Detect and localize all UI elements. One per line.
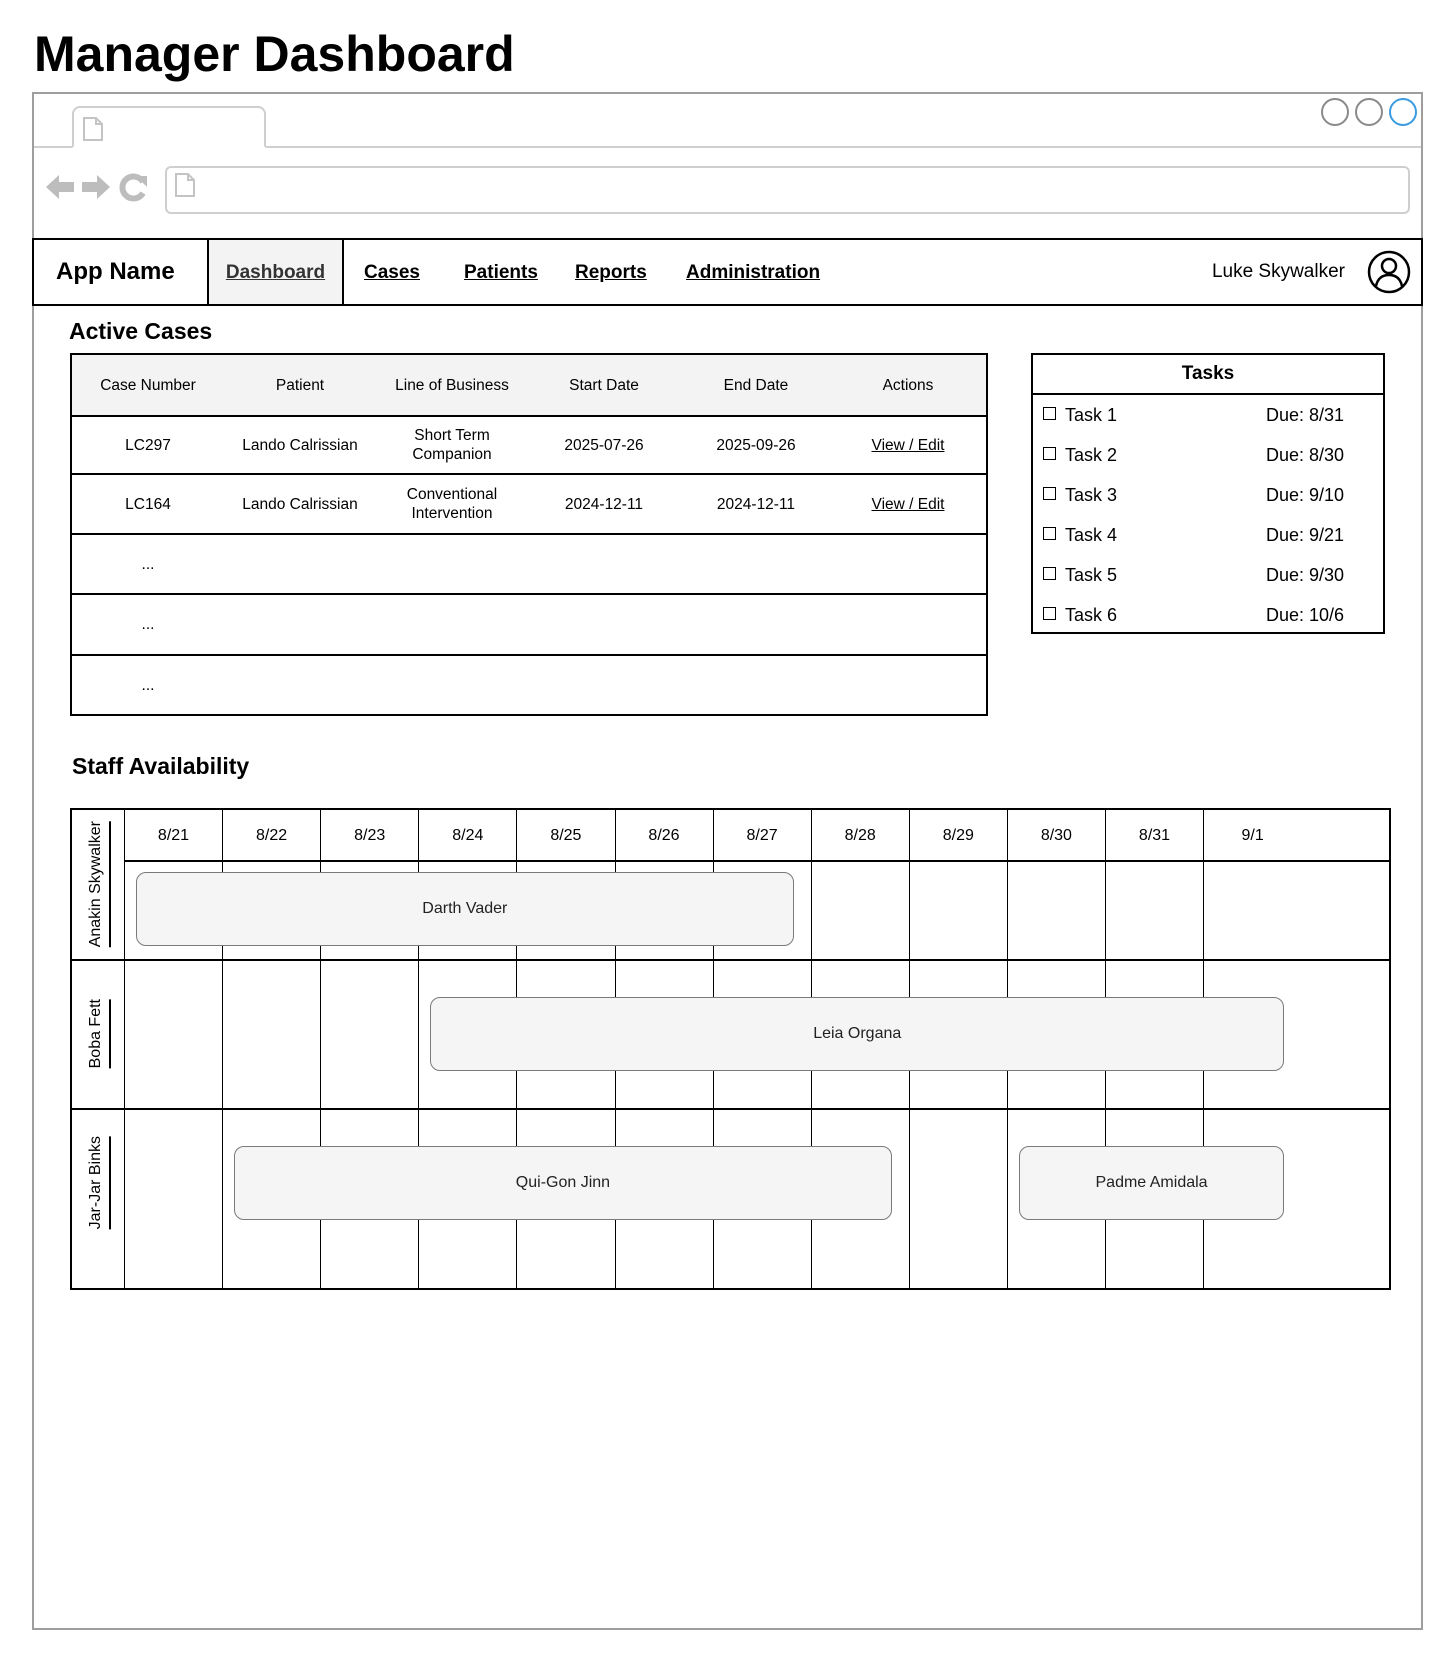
column-header: End Date bbox=[723, 376, 789, 394]
task-item bbox=[1033, 435, 1383, 475]
task-checkbox[interactable] bbox=[1043, 447, 1056, 460]
date-label: 8/22 bbox=[256, 827, 288, 844]
staff-name: Anakin Skywalker bbox=[87, 821, 111, 947]
line-of-business bbox=[376, 426, 528, 464]
task-item bbox=[1033, 595, 1383, 635]
task-item bbox=[1033, 515, 1383, 555]
column-header: Line of Business bbox=[395, 376, 509, 394]
page-title: Manager Dashboard bbox=[34, 26, 515, 82]
date-label: 9/1 bbox=[1241, 827, 1264, 844]
patient-name: Lando Calrissian bbox=[242, 495, 358, 513]
date-label: 8/24 bbox=[452, 827, 484, 844]
arrow-left-icon[interactable] bbox=[44, 172, 76, 202]
task-due-date: Due: 9/30 bbox=[1266, 565, 1345, 585]
active-cases-title: Active Cases bbox=[69, 318, 213, 344]
task-due-date: Due: 9/10 bbox=[1266, 485, 1345, 505]
date-label: 8/25 bbox=[550, 827, 582, 844]
staff-name-label bbox=[72, 810, 125, 959]
task-due-date: Due: 8/30 bbox=[1266, 445, 1345, 465]
grid-row-line bbox=[72, 1108, 1389, 1110]
task-item bbox=[1033, 555, 1383, 595]
browser-tab[interactable] bbox=[72, 106, 266, 148]
address-bar[interactable] bbox=[165, 166, 1410, 214]
task-label: Task 5 bbox=[1065, 565, 1118, 585]
minimize-button[interactable] bbox=[1321, 98, 1349, 126]
app-header bbox=[32, 238, 1423, 306]
staff-name: Jar-Jar Binks bbox=[87, 1136, 111, 1229]
tasks-title: Tasks bbox=[1033, 355, 1383, 395]
date-label: 8/26 bbox=[648, 827, 680, 844]
task-label: Task 1 bbox=[1065, 405, 1118, 425]
patient-name: Lando Calrissian bbox=[242, 436, 358, 454]
maximize-button[interactable] bbox=[1389, 98, 1417, 126]
task-checkbox[interactable] bbox=[1043, 487, 1056, 500]
table-row bbox=[72, 593, 986, 654]
task-item bbox=[1033, 475, 1383, 515]
staff-availability-grid bbox=[70, 808, 1391, 1290]
nav-tab-patients[interactable]: Patients bbox=[464, 262, 538, 283]
task-due-date: Due: 9/21 bbox=[1266, 525, 1345, 545]
nav-tab-administration[interactable]: Administration bbox=[686, 262, 821, 283]
column-header: Case Number bbox=[100, 376, 196, 394]
line-of-business-line: Intervention bbox=[411, 505, 493, 522]
task-checkbox[interactable] bbox=[1043, 407, 1056, 420]
document-icon bbox=[174, 172, 196, 198]
view-edit-link[interactable]: View / Edit bbox=[871, 436, 945, 454]
placeholder-cell: ... bbox=[141, 676, 155, 694]
line-of-business bbox=[376, 485, 528, 523]
staff-availability-title: Staff Availability bbox=[72, 753, 250, 779]
task-due-date: Due: 10/6 bbox=[1266, 605, 1345, 625]
active-cases-table bbox=[70, 353, 988, 716]
table-row bbox=[72, 654, 986, 714]
case-number: LC297 bbox=[125, 436, 171, 454]
user-avatar-icon[interactable] bbox=[1367, 250, 1411, 294]
user-name: Luke Skywalker bbox=[1211, 261, 1345, 282]
date-label: 8/31 bbox=[1138, 827, 1171, 844]
start-date: 2024-12-11 bbox=[564, 495, 644, 513]
date-label: 8/29 bbox=[942, 827, 974, 844]
case-number: LC164 bbox=[125, 495, 171, 513]
booking-block[interactable]: Padme Amidala bbox=[1019, 1146, 1284, 1220]
browser-tabstrip bbox=[34, 94, 1421, 148]
booking-block[interactable]: Darth Vader bbox=[136, 872, 794, 946]
placeholder-cell: ... bbox=[141, 555, 155, 573]
table-row bbox=[72, 415, 986, 473]
nav-tab-cases[interactable]: Cases bbox=[364, 262, 420, 283]
refresh-icon[interactable] bbox=[118, 172, 148, 202]
date-label: 8/27 bbox=[746, 827, 778, 844]
window-controls bbox=[1321, 98, 1417, 126]
task-checkbox[interactable] bbox=[1043, 527, 1056, 540]
line-of-business-line: Conventional bbox=[406, 486, 498, 503]
column-header: Actions bbox=[882, 376, 934, 394]
task-checkbox[interactable] bbox=[1043, 607, 1056, 620]
task-label: Task 6 bbox=[1065, 605, 1118, 625]
task-due-date: Due: 8/31 bbox=[1266, 405, 1345, 425]
end-date: 2025-09-26 bbox=[716, 436, 796, 454]
nav-tab-reports[interactable]: Reports bbox=[575, 262, 647, 283]
arrow-right-icon[interactable] bbox=[80, 172, 112, 202]
restore-button[interactable] bbox=[1355, 98, 1383, 126]
view-edit-link[interactable]: View / Edit bbox=[871, 495, 945, 513]
line-of-business-line: Short Term bbox=[414, 427, 490, 444]
document-icon bbox=[82, 116, 104, 142]
app-name: App Name bbox=[56, 258, 175, 285]
date-label: 8/23 bbox=[354, 827, 386, 844]
staff-name-label bbox=[72, 959, 125, 1108]
date-label: 8/30 bbox=[1040, 827, 1072, 844]
task-item bbox=[1033, 395, 1383, 435]
task-label: Task 4 bbox=[1065, 525, 1118, 545]
booking-block[interactable]: Qui-Gon Jinn bbox=[234, 1146, 892, 1220]
placeholder-cell: ... bbox=[141, 616, 155, 633]
column-header: Patient bbox=[275, 376, 325, 394]
task-label: Task 3 bbox=[1065, 485, 1118, 505]
line-of-business-line: Companion bbox=[412, 446, 492, 463]
booking-block[interactable]: Leia Organa bbox=[430, 997, 1284, 1071]
table-row bbox=[72, 473, 986, 533]
task-checkbox[interactable] bbox=[1043, 567, 1056, 580]
date-label: 8/21 bbox=[157, 827, 190, 844]
table-header-row bbox=[72, 355, 986, 415]
task-label: Task 2 bbox=[1065, 445, 1118, 465]
date-label: 8/28 bbox=[844, 827, 876, 844]
start-date: 2025-07-26 bbox=[564, 436, 644, 454]
end-date: 2024-12-11 bbox=[716, 495, 796, 513]
column-header: Start Date bbox=[569, 376, 639, 394]
table-row bbox=[72, 533, 986, 593]
tasks-panel bbox=[1031, 353, 1385, 634]
nav-tab-dashboard[interactable]: Dashboard bbox=[207, 240, 344, 304]
browser-window bbox=[32, 92, 1423, 1630]
grid-row-line bbox=[72, 959, 1389, 961]
staff-name-label bbox=[72, 1108, 125, 1257]
staff-name: Boba Fett bbox=[87, 999, 111, 1068]
